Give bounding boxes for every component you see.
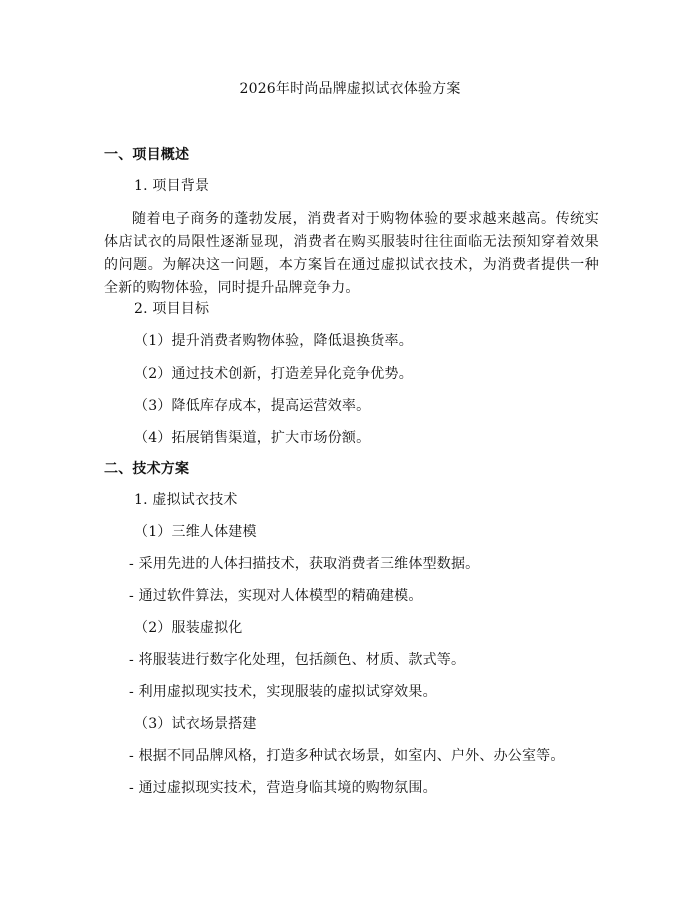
document-title: 2026年时尚品牌虚拟试衣体验方案: [239, 81, 461, 97]
subsection-heading: 1. 项目背景: [134, 178, 210, 194]
goal-item: （1）提升消费者购物体验，降低退换货率。: [134, 333, 413, 349]
section-heading: 二、技术方案: [104, 461, 190, 477]
goal-item: （2）通过技术创新，打造差异化竞争优势。: [134, 366, 413, 382]
subsection-heading: 2. 项目目标: [134, 301, 210, 317]
group-label: （1）三维人体建模: [134, 524, 257, 540]
bullet-item: - 通过虚拟现实技术，营造身临其境的购物氛围。: [129, 780, 437, 796]
section-heading: 一、项目概述: [104, 147, 190, 163]
bullet-item: - 利用虚拟现实技术，实现服装的虚拟试穿效果。: [129, 684, 437, 700]
bullet-item: - 将服装进行数字化处理，包括颜色、材质、款式等。: [129, 652, 466, 668]
bullet-item: - 采用先进的人体扫描技术，获取消费者三维体型数据。: [129, 556, 480, 572]
background-paragraph: 随着电子商务的蓬勃发展，消费者对于购物体验的要求越来越高。传统实体店试衣的局限性逐渐显现，消费者在购买服装时往往面临无法预知穿着效果的问题。为解决这一问题，本方案旨在通过虚拟试衣技术，为消费者提供一种全新的购物体验，同时提升品牌竞争力。: [104, 211, 599, 296]
goal-item: （4）拓展销售渠道，扩大市场份额。: [134, 430, 371, 446]
goal-item: （3）降低库存成本，提高运营效率。: [134, 398, 371, 414]
group-label: （2）服装虚拟化: [134, 620, 243, 636]
group-label: （3）试衣场景搭建: [134, 716, 257, 732]
bullet-item: - 通过软件算法，实现对人体模型的精确建模。: [129, 588, 423, 604]
subsection-heading: 1. 虚拟试衣技术: [134, 492, 238, 508]
bullet-item: - 根据不同品牌风格，打造多种试衣场景，如室内、户外、办公室等。: [129, 748, 565, 764]
